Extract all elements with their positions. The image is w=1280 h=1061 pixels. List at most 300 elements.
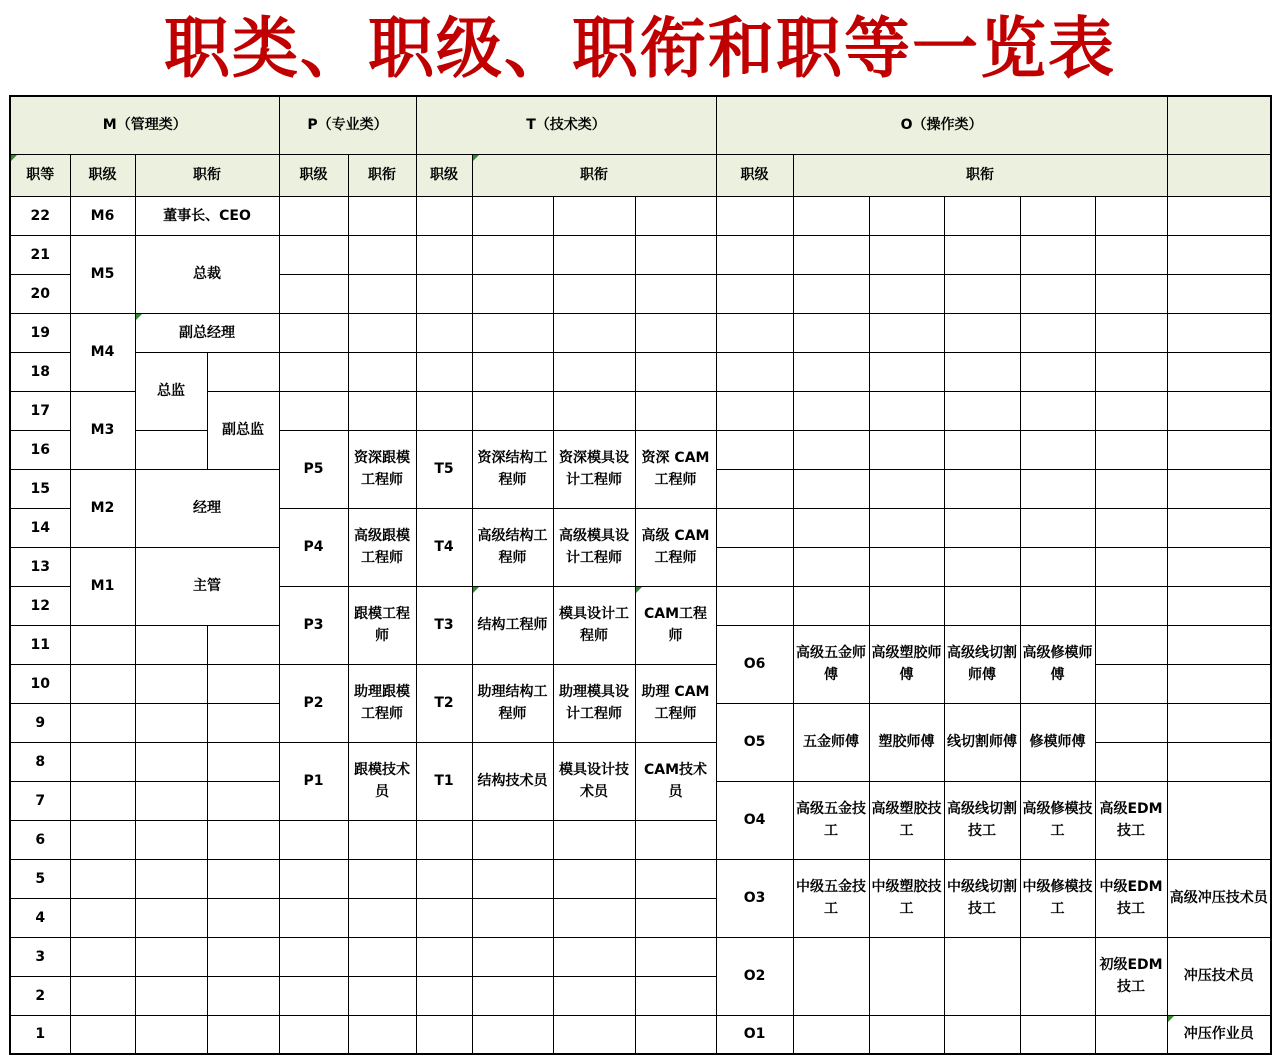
empty-cell (944, 313, 1020, 352)
empty-cell (135, 781, 207, 820)
empty-cell (869, 547, 944, 586)
empty-cell (70, 781, 135, 820)
header-m-level: 职级 (70, 154, 135, 196)
o-rank-cell: 中级塑胶技工 (869, 859, 944, 937)
empty-cell (207, 352, 279, 391)
o-rank-cell: 中级五金技工 (793, 859, 869, 937)
t-rank-cell: 高级 CAM 工程师 (635, 508, 716, 586)
empty-cell (279, 391, 348, 430)
grade-cell: 17 (10, 391, 70, 430)
empty-cell (1167, 625, 1271, 664)
o-rank-cell: 高级修模技工 (1020, 781, 1095, 859)
empty-cell (635, 391, 716, 430)
empty-cell (416, 196, 472, 235)
t-rank-cell: 助理模具设计工程师 (553, 664, 635, 742)
m-level-cell: M4 (70, 313, 135, 391)
t-rank-cell: 模具设计技术员 (553, 742, 635, 820)
empty-cell (1020, 235, 1095, 274)
empty-cell (944, 430, 1020, 469)
empty-cell (869, 235, 944, 274)
header-p-level: 职级 (279, 154, 348, 196)
empty-cell (793, 352, 869, 391)
empty-cell (207, 976, 279, 1015)
empty-cell (70, 625, 135, 664)
o-rank-cell (1020, 937, 1095, 1015)
empty-cell (1020, 508, 1095, 547)
empty-cell (348, 313, 416, 352)
o-rank-cell: 初级EDM技工 (1095, 937, 1167, 1015)
empty-cell (1095, 508, 1167, 547)
o-rank-cell (793, 937, 869, 1015)
empty-cell (416, 352, 472, 391)
empty-cell (135, 820, 207, 859)
o-rank-cell: 冲压技术员 (1167, 937, 1271, 1015)
m-rank-cell: 副总经理 (135, 313, 279, 352)
o-rank-cell: 高级EDM技工 (1095, 781, 1167, 859)
empty-cell (1020, 391, 1095, 430)
t-rank-cell: CAM工程师 (635, 586, 716, 664)
empty-cell (279, 937, 348, 976)
p-level-cell: P2 (279, 664, 348, 742)
empty-cell (553, 820, 635, 859)
empty-cell (472, 859, 553, 898)
empty-cell (1167, 742, 1271, 781)
empty-cell (135, 1015, 207, 1054)
grade-cell: 19 (10, 313, 70, 352)
empty-cell (1020, 547, 1095, 586)
o-level-cell: O2 (716, 937, 793, 1015)
m-rank-cell: 总裁 (135, 235, 279, 313)
empty-cell (135, 430, 207, 469)
empty-cell (348, 352, 416, 391)
empty-cell (279, 859, 348, 898)
empty-cell (1167, 313, 1271, 352)
o-rank-cell (1167, 781, 1271, 859)
empty-cell (70, 898, 135, 937)
empty-cell (70, 820, 135, 859)
empty-cell (553, 937, 635, 976)
o-rank-cell: 高级线切割技工 (944, 781, 1020, 859)
empty-cell (716, 547, 793, 586)
p-level-cell: P5 (279, 430, 348, 508)
t-rank-cell: 模具设计工程师 (553, 586, 635, 664)
empty-cell (135, 664, 207, 703)
grade-cell: 9 (10, 703, 70, 742)
empty-cell (869, 469, 944, 508)
m-rank-cell: 经理 (135, 469, 279, 547)
o-rank-cell: 高级五金技工 (793, 781, 869, 859)
o-rank-cell: 五金师傅 (793, 703, 869, 781)
empty-cell (416, 313, 472, 352)
empty-cell (1167, 352, 1271, 391)
header-grade: 职等 (10, 154, 70, 196)
empty-cell (279, 976, 348, 1015)
empty-cell (472, 898, 553, 937)
empty-cell (416, 820, 472, 859)
empty-cell (1095, 352, 1167, 391)
empty-cell (553, 235, 635, 274)
empty-cell (553, 352, 635, 391)
o-rank-cell: 高级塑胶技工 (869, 781, 944, 859)
empty-cell (1167, 664, 1271, 703)
grade-cell: 22 (10, 196, 70, 235)
p-level-cell: P1 (279, 742, 348, 820)
header-t-level: 职级 (416, 154, 472, 196)
empty-cell (553, 859, 635, 898)
grade-cell: 12 (10, 586, 70, 625)
empty-cell (1095, 469, 1167, 508)
p-rank-cell: 跟模技术员 (348, 742, 416, 820)
empty-cell (416, 1015, 472, 1054)
empty-cell (793, 274, 869, 313)
grade-cell: 7 (10, 781, 70, 820)
empty-cell (1167, 235, 1271, 274)
empty-cell (635, 235, 716, 274)
header-o-level: 职级 (716, 154, 793, 196)
o-level-cell: O3 (716, 859, 793, 937)
empty-cell (279, 274, 348, 313)
grade-cell: 16 (10, 430, 70, 469)
header-o-rank: 职衔 (793, 154, 1167, 196)
t-rank-cell: 结构工程师 (472, 586, 553, 664)
empty-cell (635, 859, 716, 898)
empty-cell (944, 547, 1020, 586)
empty-cell (1095, 664, 1167, 703)
o-rank-cell: 冲压作业员 (1167, 1015, 1271, 1054)
empty-cell (207, 781, 279, 820)
empty-cell (472, 391, 553, 430)
grade-cell: 2 (10, 976, 70, 1015)
empty-cell (348, 196, 416, 235)
p-rank-cell: 跟模工程师 (348, 586, 416, 664)
empty-cell (416, 859, 472, 898)
t-level-cell: T2 (416, 664, 472, 742)
grade-cell: 11 (10, 625, 70, 664)
empty-cell (716, 274, 793, 313)
o-rank-cell (1095, 1015, 1167, 1054)
empty-cell (869, 391, 944, 430)
grade-cell: 5 (10, 859, 70, 898)
empty-cell (1020, 313, 1095, 352)
empty-cell (207, 742, 279, 781)
empty-cell (207, 937, 279, 976)
empty-cell (716, 586, 793, 625)
m-level-cell: M3 (70, 391, 135, 469)
o-rank-cell (944, 1015, 1020, 1054)
o-rank-cell: 高级线切割师傅 (944, 625, 1020, 703)
empty-cell (553, 274, 635, 313)
empty-cell (416, 235, 472, 274)
empty-cell (1095, 703, 1167, 742)
empty-cell (416, 937, 472, 976)
empty-cell (1095, 625, 1167, 664)
o-rank-cell: 中级修模技工 (1020, 859, 1095, 937)
empty-cell (869, 274, 944, 313)
empty-cell (207, 820, 279, 859)
empty-cell (1020, 430, 1095, 469)
t-level-cell: T5 (416, 430, 472, 508)
empty-cell (635, 898, 716, 937)
o-level-cell: O4 (716, 781, 793, 859)
empty-cell (279, 196, 348, 235)
grade-cell: 18 (10, 352, 70, 391)
empty-cell (716, 508, 793, 547)
grade-cell: 14 (10, 508, 70, 547)
header-m-rank: 职衔 (135, 154, 279, 196)
empty-cell (944, 391, 1020, 430)
empty-cell (793, 508, 869, 547)
empty-cell (869, 352, 944, 391)
grade-cell: 21 (10, 235, 70, 274)
empty-cell (472, 235, 553, 274)
empty-cell (1095, 547, 1167, 586)
p-rank-cell: 高级跟模工程师 (348, 508, 416, 586)
m-rank-cell: 主管 (135, 547, 279, 625)
empty-cell (716, 352, 793, 391)
empty-cell (1095, 196, 1167, 235)
empty-cell (553, 391, 635, 430)
empty-cell (1095, 742, 1167, 781)
o-rank-cell (869, 1015, 944, 1054)
empty-cell (1167, 469, 1271, 508)
empty-cell (1167, 274, 1271, 313)
o-rank-cell (793, 1015, 869, 1054)
m-level-cell: M2 (70, 469, 135, 547)
header-m-category: M（管理类） (10, 96, 279, 154)
empty-cell (348, 859, 416, 898)
empty-cell (869, 508, 944, 547)
empty-cell (944, 352, 1020, 391)
empty-cell (70, 937, 135, 976)
empty-cell (348, 391, 416, 430)
grade-cell: 4 (10, 898, 70, 937)
empty-cell (635, 274, 716, 313)
empty-cell (207, 1015, 279, 1054)
empty-cell (135, 859, 207, 898)
empty-cell (70, 976, 135, 1015)
empty-cell (553, 196, 635, 235)
t-rank-cell: 高级结构工程师 (472, 508, 553, 586)
o-rank-cell: 修模师傅 (1020, 703, 1095, 781)
m-level-cell: M5 (70, 235, 135, 313)
empty-cell (1167, 196, 1271, 235)
empty-cell (472, 976, 553, 1015)
header-extra (1167, 96, 1271, 154)
empty-cell (793, 547, 869, 586)
m-level-cell: M6 (70, 196, 135, 235)
empty-cell (1020, 352, 1095, 391)
empty-cell (472, 1015, 553, 1054)
empty-cell (869, 586, 944, 625)
header-o-category: O（操作类） (716, 96, 1167, 154)
o-rank-cell: 中级线切割技工 (944, 859, 1020, 937)
empty-cell (1020, 586, 1095, 625)
t-level-cell: T4 (416, 508, 472, 586)
empty-cell (1095, 430, 1167, 469)
o-rank-cell: 线切割师傅 (944, 703, 1020, 781)
t-rank-cell: 资深 CAM 工程师 (635, 430, 716, 508)
o-rank-cell (869, 937, 944, 1015)
grade-cell: 8 (10, 742, 70, 781)
empty-cell (348, 976, 416, 1015)
empty-cell (135, 742, 207, 781)
empty-cell (1095, 274, 1167, 313)
empty-cell (553, 313, 635, 352)
empty-cell (793, 235, 869, 274)
p-level-cell: P3 (279, 586, 348, 664)
t-rank-cell: 结构技术员 (472, 742, 553, 820)
empty-cell (70, 859, 135, 898)
empty-cell (348, 820, 416, 859)
empty-cell (416, 898, 472, 937)
o-rank-cell (944, 937, 1020, 1015)
empty-cell (348, 235, 416, 274)
empty-cell (416, 391, 472, 430)
empty-cell (472, 274, 553, 313)
header-p-category: P（专业类） (279, 96, 416, 154)
empty-cell (716, 196, 793, 235)
empty-cell (348, 898, 416, 937)
empty-cell (1167, 508, 1271, 547)
empty-cell (207, 625, 279, 664)
empty-cell (944, 235, 1020, 274)
empty-cell (135, 937, 207, 976)
empty-cell (944, 586, 1020, 625)
empty-cell (472, 352, 553, 391)
o-level-cell: O1 (716, 1015, 793, 1054)
empty-cell (635, 313, 716, 352)
empty-cell (553, 898, 635, 937)
empty-cell (635, 352, 716, 391)
empty-cell (207, 898, 279, 937)
empty-cell (70, 664, 135, 703)
empty-cell (635, 976, 716, 1015)
empty-cell (1095, 313, 1167, 352)
empty-cell (207, 664, 279, 703)
empty-cell (1020, 196, 1095, 235)
t-rank-cell: 助理 CAM 工程师 (635, 664, 716, 742)
empty-cell (716, 235, 793, 274)
grade-cell: 6 (10, 820, 70, 859)
empty-cell (1020, 274, 1095, 313)
empty-cell (1095, 586, 1167, 625)
page-title: 职类、职级、职衔和职等一览表 (164, 10, 1116, 87)
empty-cell (716, 313, 793, 352)
job-grade-table (9, 95, 1272, 1055)
empty-cell (944, 508, 1020, 547)
o-level-cell: O5 (716, 703, 793, 781)
m-rank-cell: 董事长、CEO (135, 196, 279, 235)
o-rank-cell: 高级五金师傅 (793, 625, 869, 703)
empty-cell (944, 196, 1020, 235)
m-director-cell: 总监 (135, 352, 207, 430)
empty-cell (1095, 235, 1167, 274)
p-rank-cell: 助理跟模工程师 (348, 664, 416, 742)
empty-cell (553, 976, 635, 1015)
empty-cell (279, 1015, 348, 1054)
empty-cell (793, 313, 869, 352)
empty-cell (793, 469, 869, 508)
o-rank-cell: 高级冲压技术员 (1167, 859, 1271, 937)
empty-cell (1167, 547, 1271, 586)
empty-cell (472, 313, 553, 352)
t-level-cell: T3 (416, 586, 472, 664)
o-rank-cell: 高级修模师傅 (1020, 625, 1095, 703)
empty-cell (1167, 391, 1271, 430)
empty-cell (793, 391, 869, 430)
grade-cell: 15 (10, 469, 70, 508)
o-rank-cell (1020, 1015, 1095, 1054)
o-rank-cell: 高级塑胶师傅 (869, 625, 944, 703)
empty-cell (635, 820, 716, 859)
empty-cell (207, 859, 279, 898)
empty-cell (1167, 703, 1271, 742)
empty-cell (793, 430, 869, 469)
empty-cell (793, 586, 869, 625)
empty-cell (635, 196, 716, 235)
m-rank-cell: 副总监 (207, 391, 279, 469)
o-rank-cell: 塑胶师傅 (869, 703, 944, 781)
header-p-rank: 职衔 (348, 154, 416, 196)
empty-cell (944, 469, 1020, 508)
empty-cell (793, 196, 869, 235)
empty-cell (1095, 391, 1167, 430)
empty-cell (348, 937, 416, 976)
empty-cell (716, 391, 793, 430)
empty-cell (553, 1015, 635, 1054)
header-extra-2 (1167, 154, 1271, 196)
empty-cell (135, 898, 207, 937)
empty-cell (279, 352, 348, 391)
m-level-cell: M1 (70, 547, 135, 625)
t-rank-cell: CAM技术员 (635, 742, 716, 820)
empty-cell (944, 274, 1020, 313)
header-t-category: T（技术类） (416, 96, 716, 154)
grade-cell: 13 (10, 547, 70, 586)
empty-cell (207, 703, 279, 742)
empty-cell (70, 742, 135, 781)
empty-cell (716, 469, 793, 508)
o-level-cell: O6 (716, 625, 793, 703)
empty-cell (472, 196, 553, 235)
empty-cell (135, 703, 207, 742)
empty-cell (869, 196, 944, 235)
empty-cell (1020, 469, 1095, 508)
empty-cell (70, 703, 135, 742)
empty-cell (279, 820, 348, 859)
header-t-rank: 职衔 (472, 154, 716, 196)
grade-cell: 3 (10, 937, 70, 976)
empty-cell (416, 274, 472, 313)
empty-cell (416, 976, 472, 1015)
empty-cell (348, 1015, 416, 1054)
empty-cell (635, 1015, 716, 1054)
empty-cell (279, 898, 348, 937)
empty-cell (279, 235, 348, 274)
empty-cell (472, 937, 553, 976)
t-rank-cell: 助理结构工程师 (472, 664, 553, 742)
empty-cell (135, 976, 207, 1015)
empty-cell (1167, 586, 1271, 625)
empty-cell (1167, 430, 1271, 469)
grade-cell: 10 (10, 664, 70, 703)
empty-cell (716, 430, 793, 469)
t-rank-cell: 高级模具设计工程师 (553, 508, 635, 586)
empty-cell (472, 820, 553, 859)
grade-cell: 20 (10, 274, 70, 313)
empty-cell (869, 430, 944, 469)
p-level-cell: P4 (279, 508, 348, 586)
